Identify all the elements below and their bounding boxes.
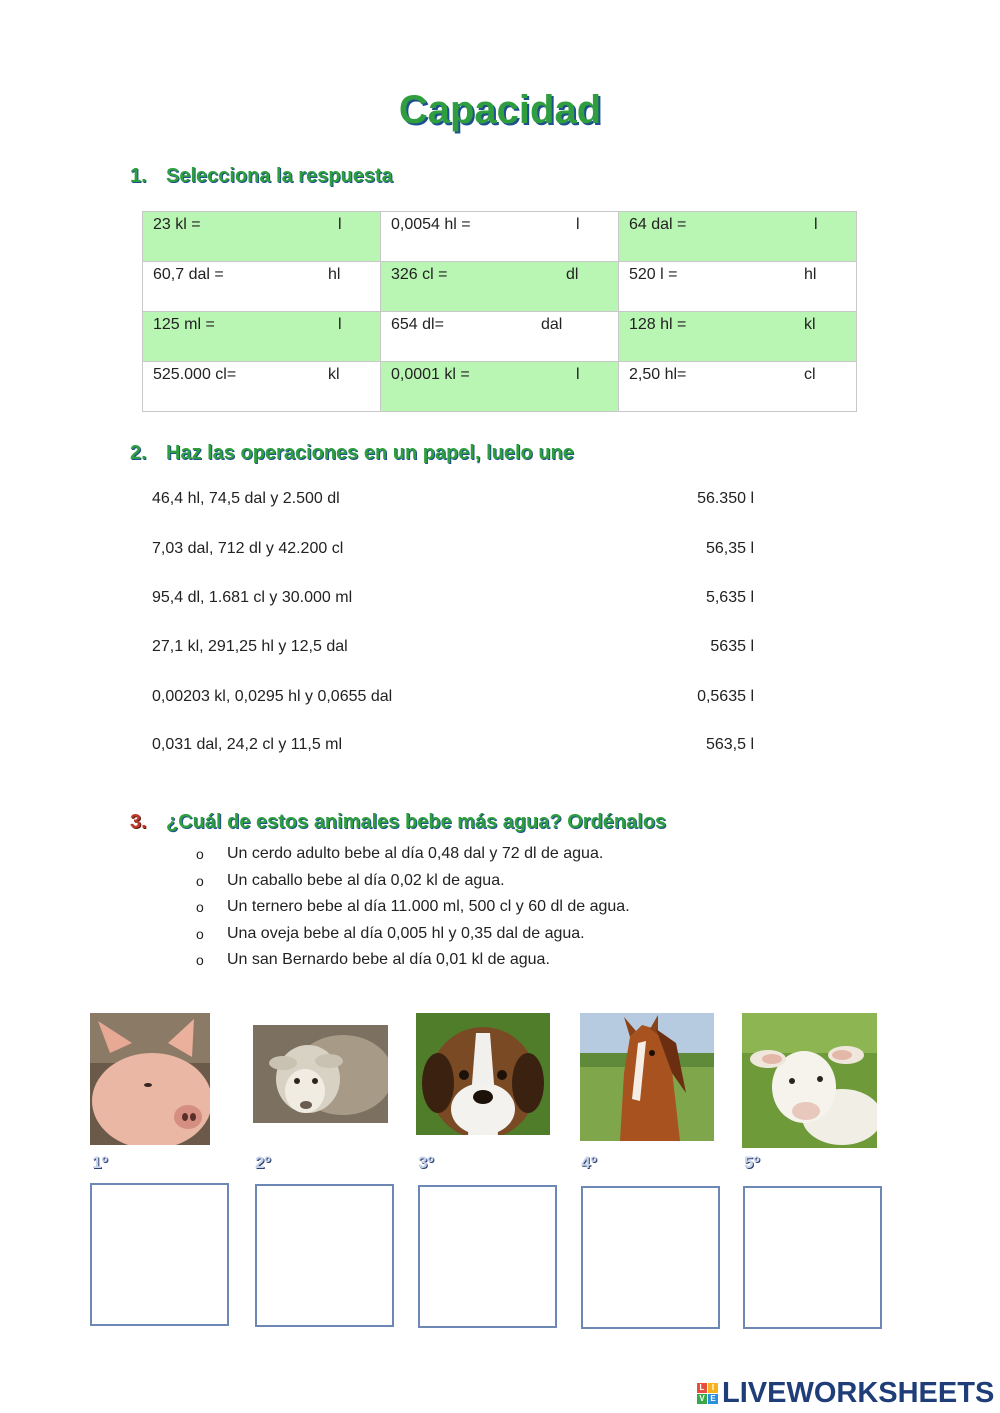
cell-expression: 525.000 cl= (153, 366, 237, 383)
section-title: ¿Cuál de estos animales bebe más agua? Ordénalos (166, 811, 667, 833)
answer-box-4[interactable] (581, 1186, 720, 1329)
saint-bernard-image (416, 1013, 550, 1135)
list-item-text: Un caballo bebe al día 0,02 kl de agua. (227, 871, 505, 889)
section-number: 3. (130, 811, 147, 833)
section-3-heading (130, 811, 666, 834)
table-row (143, 312, 857, 362)
list-item (196, 923, 630, 950)
logo-text: LIVEWORKSHEETS (722, 1376, 995, 1409)
logo-mark-letter: I (708, 1383, 718, 1393)
cell-unit: hl (328, 266, 341, 283)
cell-expression: 520 l = (629, 266, 678, 283)
bullet-icon: o (196, 872, 204, 889)
logo-mark-icon (697, 1383, 718, 1404)
rank-label-3: 3º (418, 1153, 434, 1172)
list-item (196, 870, 630, 897)
cell-unit: kl (804, 316, 816, 333)
section-2-heading (130, 442, 574, 465)
table-row (143, 212, 857, 262)
conversion-cell[interactable] (381, 212, 619, 262)
conversion-cell[interactable] (381, 262, 619, 312)
animal-list (196, 843, 630, 976)
operation-row (152, 736, 762, 760)
conversion-cell[interactable] (381, 362, 619, 412)
table-row (143, 362, 857, 412)
list-item-text: Un san Bernardo bebe al día 0,01 kl de agua. (227, 951, 550, 968)
cell-expression: 0,0054 hl = (391, 216, 471, 233)
conversion-cell[interactable] (381, 312, 619, 362)
operation-row (152, 490, 762, 514)
operation-result[interactable]: 5635 l (710, 638, 754, 655)
cell-unit: l (576, 216, 580, 233)
logo-mark-letter: V (697, 1394, 707, 1404)
operation-row (152, 589, 762, 613)
table-row (143, 262, 857, 312)
conversion-table (142, 211, 857, 412)
rank-label-4: 4º (581, 1153, 597, 1172)
section-title: Haz las operaciones en un papel, luelo une (166, 442, 574, 464)
cell-unit: l (338, 316, 342, 333)
cell-unit: l (576, 366, 580, 383)
cell-expression: 326 cl = (391, 266, 448, 283)
logo-mark-letter: E (708, 1394, 718, 1404)
cell-expression: 654 dl= (391, 316, 444, 333)
section-1-heading (130, 165, 393, 188)
conversion-cell[interactable] (619, 362, 857, 412)
operation-row (152, 638, 762, 662)
section-title: Selecciona la respuesta (166, 165, 393, 187)
cell-expression: 128 hl = (629, 316, 687, 333)
operation-result[interactable]: 563,5 l (705, 736, 754, 753)
operation-result[interactable]: 56,35 l (705, 540, 754, 557)
conversion-cell[interactable] (619, 212, 857, 262)
rank-label-1: 1º (92, 1153, 108, 1172)
cell-expression: 64 dal = (629, 216, 687, 233)
cell-expression: 2,50 hl= (629, 366, 687, 383)
answer-box-5[interactable] (743, 1186, 882, 1329)
sheep-image (253, 1013, 388, 1135)
operation-result[interactable]: 0,5635 l (697, 688, 754, 705)
horse-image (580, 1013, 714, 1141)
conversion-cell[interactable] (143, 312, 381, 362)
operation-expression[interactable]: 0,031 dal, 24,2 cl y 11,5 ml (152, 736, 343, 753)
answer-box-3[interactable] (418, 1185, 557, 1328)
answer-box-1[interactable] (90, 1183, 229, 1326)
cell-unit: kl (328, 366, 340, 383)
bullet-icon: o (196, 899, 204, 915)
conversion-cell[interactable] (619, 312, 857, 362)
bullet-icon: o (196, 925, 204, 942)
bullet-icon: o (196, 952, 204, 968)
cell-unit: hl (804, 266, 817, 283)
conversion-cell[interactable] (143, 262, 381, 312)
operation-expression[interactable]: 27,1 kl, 291,25 hl y 12,5 dal (152, 638, 348, 655)
cell-expression: 23 kl = (153, 216, 201, 233)
liveworksheets-logo (697, 1376, 994, 1410)
page-title: Capacidad (398, 88, 602, 132)
list-item (196, 896, 630, 923)
bullet-icon: o (196, 846, 204, 862)
cell-expression: 60,7 dal = (153, 266, 224, 283)
cell-expression: 0,0001 kl = (391, 366, 470, 383)
list-item-text: Un cerdo adulto bebe al día 0,48 dal y 72 dl de agua. (227, 845, 604, 862)
operation-row (152, 688, 762, 712)
operation-row (152, 540, 762, 564)
cell-unit: l (338, 216, 342, 233)
list-item (196, 949, 630, 976)
cell-expression: 125 ml = (153, 316, 215, 333)
operation-result[interactable]: 5,635 l (705, 589, 754, 606)
conversion-cell[interactable] (143, 212, 381, 262)
section-number: 1. (130, 165, 147, 187)
rank-label-2: 2º (255, 1153, 271, 1172)
operation-expression[interactable]: 0,00203 kl, 0,0295 hl y 0,0655 dal (152, 688, 393, 705)
logo-mark-letter: L (697, 1383, 707, 1393)
list-item-text: Una oveja bebe al día 0,005 hl y 0,35 dal de agua. (227, 924, 585, 942)
operation-expression[interactable]: 46,4 hl, 74,5 dal y 2.500 dl (152, 490, 340, 507)
operation-expression[interactable]: 95,4 dl, 1.681 cl y 30.000 ml (152, 589, 353, 606)
operation-expression[interactable]: 7,03 dal, 712 dl y 42.200 cl (152, 540, 344, 557)
cell-unit: dal (541, 316, 563, 333)
list-item-text: Un ternero bebe al día 11.000 ml, 500 cl y 60 dl de agua. (227, 898, 630, 915)
cell-unit: cl (804, 366, 816, 383)
conversion-cell[interactable] (619, 262, 857, 312)
rank-label-5: 5º (744, 1153, 760, 1172)
cell-unit: dl (566, 266, 579, 283)
conversion-cell[interactable] (143, 362, 381, 412)
cell-unit: l (814, 216, 818, 233)
answer-box-2[interactable] (255, 1184, 394, 1327)
section-number: 2. (130, 442, 147, 464)
list-item (196, 843, 630, 870)
pig-image (90, 1013, 210, 1145)
calf-image (742, 1013, 877, 1148)
operation-result[interactable]: 56.350 l (697, 490, 754, 507)
